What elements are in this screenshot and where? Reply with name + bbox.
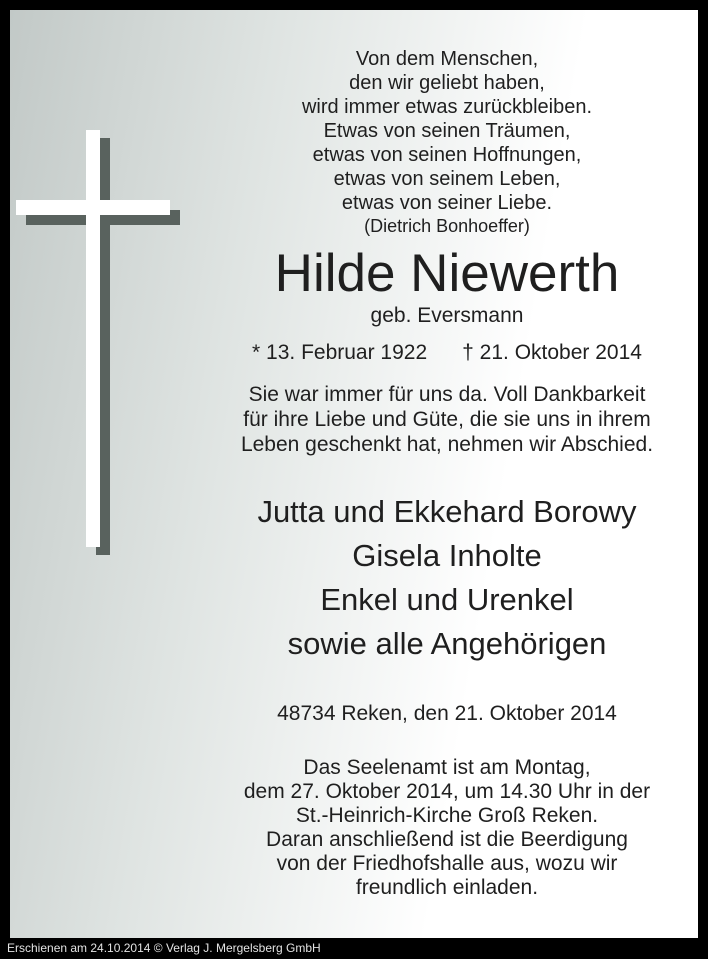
mourner-entry: Enkel und Urenkel xyxy=(320,582,574,617)
latin-cross-icon xyxy=(10,10,210,610)
poem-line: Etwas von seinen Träumen, xyxy=(323,120,571,142)
tribute-paragraph xyxy=(186,382,698,457)
imprint-bar xyxy=(0,938,708,959)
place-and-date: 48734 Reken, den 21. Oktober 2014 xyxy=(277,702,617,725)
cross-vertical-bar xyxy=(86,130,100,547)
deceased-name: Hilde Niewerth xyxy=(274,244,620,303)
mourners-list xyxy=(186,490,698,666)
life-dates xyxy=(186,341,698,365)
poem-line: den wir geliebt haben, xyxy=(349,72,545,94)
service-line: Das Seelenamt ist am Montag, xyxy=(303,756,591,779)
cross-horizontal-bar xyxy=(16,200,170,215)
poem-attribution: (Dietrich Bonhoeffer) xyxy=(364,216,530,236)
notice-text-column xyxy=(186,10,698,900)
obituary-card xyxy=(10,10,698,938)
service-line: freundlich einladen. xyxy=(355,876,539,899)
publisher-imprint: Erschienen am 24.10.2014 © Verlag J. Mergelsberg GmbH xyxy=(7,941,321,955)
service-line: Daran anschließend ist die Beerdigung xyxy=(266,828,628,851)
poem-line: etwas von seiner Liebe. xyxy=(341,192,553,214)
poem-line: etwas von seinen Hoffnungen, xyxy=(312,144,582,166)
service-line: St.-Heinrich-Kirche Groß Reken. xyxy=(295,804,599,827)
tribute-line: Sie war immer für uns da. Voll Dankbarkeit xyxy=(248,383,646,406)
death-date: † 21. Oktober 2014 xyxy=(462,341,642,364)
tribute-line: Leben geschenkt hat, nehmen wir Abschied. xyxy=(240,433,654,456)
mourner-entry: Gisela Inholte xyxy=(352,538,542,573)
birth-date: * 13. Februar 1922 xyxy=(252,341,428,364)
maiden-name: geb. Eversmann xyxy=(370,304,524,327)
service-line: von der Friedhofshalle aus, wozu wir xyxy=(276,852,618,875)
service-announcement xyxy=(186,756,698,900)
poem-line: Von dem Menschen, xyxy=(355,48,539,70)
service-line: dem 27. Oktober 2014, um 14.30 Uhr in der xyxy=(243,780,651,803)
memorial-poem xyxy=(186,47,698,237)
mourner-entry: sowie alle Angehörigen xyxy=(287,626,607,661)
mourner-entry: Jutta und Ekkehard Borowy xyxy=(257,494,637,529)
poem-line: wird immer etwas zurückbleiben. xyxy=(301,96,593,118)
tribute-line: für ihre Liebe und Güte, die sie uns in ihrem xyxy=(243,408,651,431)
poem-line: etwas von seinem Leben, xyxy=(333,168,561,190)
